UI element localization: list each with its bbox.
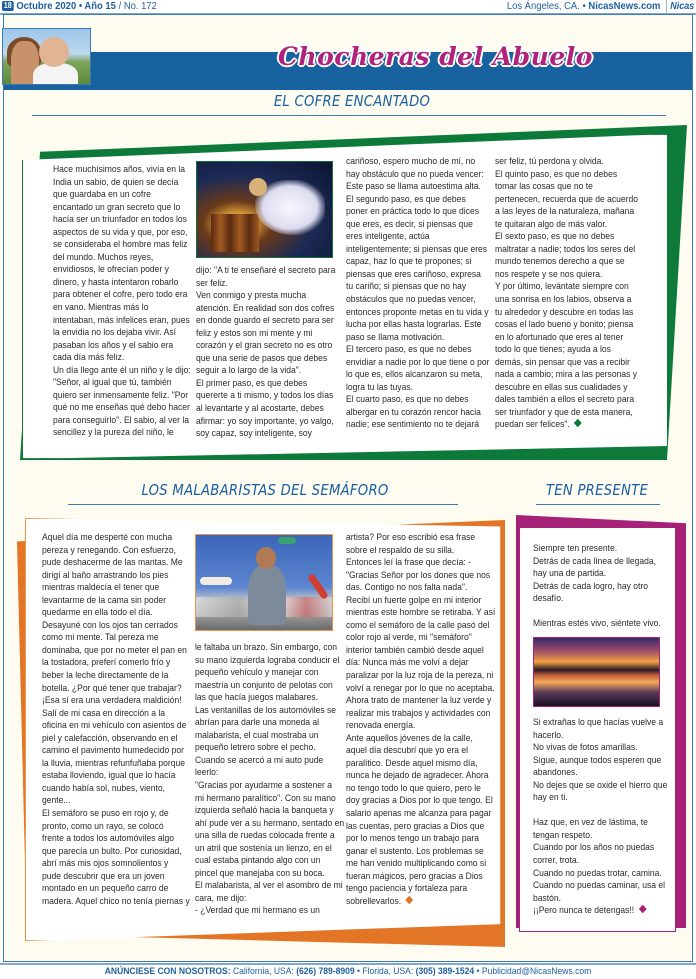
text-line: renovada energía.	[346, 720, 416, 731]
text-line: le faltaba un brazo. Sin embargo, con	[195, 642, 338, 652]
text-line: interior también cambió desde aquel	[346, 644, 484, 655]
text-line: dominaba, que por no meter el pan en	[42, 644, 187, 655]
text-line: estaba lloviendo, igual que lo hacía	[42, 770, 176, 781]
text-line: ser triunfador y que de esta manera,	[495, 406, 633, 417]
text-line: pronto, como un rayo, se colocó	[42, 820, 164, 831]
text-line: la envidia no los dejaba vivir. Así	[53, 327, 177, 338]
text-line: Recibí un fuerte golpe en mi interior	[346, 594, 482, 605]
issue-date: Octubre 2020	[16, 0, 77, 12]
florida-phone[interactable]: (305) 389-1524	[415, 966, 475, 977]
page-header	[0, 0, 696, 13]
text-line: oficina en mi vehículo con asientos de	[42, 720, 187, 731]
text-line: fueran mágicos, pero gracias a Dios	[346, 870, 483, 881]
text-line: pincel que manejaba con su boca.	[195, 867, 325, 878]
text-line: sobre el respaldo de su silla.	[346, 544, 455, 555]
text-line: correr, trota.	[533, 855, 580, 866]
issue-number: / No. 172	[118, 0, 157, 12]
text-line: nada a cambio; mira a las personas y	[495, 369, 638, 380]
text-line: El primer paso, es que debes	[196, 377, 308, 388]
text-line: que parecía un bulto. Por curiosidad,	[42, 845, 182, 856]
separator-dot: •	[357, 966, 361, 977]
text-line: envidiosos, le ofrecían poder y	[53, 264, 169, 275]
text-line: día: Nunca más me volví a dejar	[346, 657, 469, 668]
text-line: Cuando no puedas trotar, camina.	[533, 867, 662, 878]
text-line: Las ventanillas de los automóviles se	[195, 704, 337, 715]
text-line: "Señor, al igual que tú, también	[53, 377, 172, 388]
text-line: feliz y estos son mi mente y mi	[196, 327, 313, 338]
text-line: aquel día descubrí que yo era el	[346, 745, 469, 756]
text-line: desafío.	[533, 593, 564, 604]
text-line: Aquel día me desperté con mucha	[42, 532, 173, 542]
text-line: para obtener el cofre, pero todo era	[53, 289, 188, 300]
text-line: abandones.	[533, 767, 578, 778]
text-line: descubre en ellas sus cualidades y	[495, 381, 628, 392]
text-line: mientras este hombre se retiraba. Y así	[346, 607, 496, 618]
end-diamond-icon	[574, 419, 582, 427]
text-line: Cuando por los años no puedas	[533, 842, 655, 853]
text-line: paralítico. Desde aquel mismo día,	[346, 757, 478, 768]
text-line: mientras maldecía el tener que	[42, 582, 160, 593]
article-title-malabaristas: LOS MALABARISTAS DEL SEMÁFORO	[141, 481, 389, 499]
text-line: quedarme en ella todo el día.	[42, 607, 153, 618]
text-line: como el semáforo de la calle pasó del	[346, 619, 490, 630]
text-line: pequeño vehículo y manejar con	[195, 667, 319, 678]
text-line: pequeño letrero sobre el pecho.	[195, 742, 316, 753]
nicas-logo: Nicas	[665, 0, 694, 13]
issue-info	[2, 0, 157, 13]
text-line: tengan respeto.	[533, 829, 593, 840]
article1-column-1	[53, 163, 201, 439]
text-line: entonces proponte metas en tu vida y	[346, 306, 489, 317]
text-line: quererte a ti mismo, y todos los días	[196, 390, 334, 401]
text-line: ahí pude ver a su hermano, sentado en	[195, 817, 345, 828]
text-line: El quinto paso, es que no debes	[495, 168, 618, 179]
text-line: El tercero paso, es que no debes	[346, 344, 472, 355]
article1-column-2	[196, 264, 346, 440]
text-line: paso se llama motivación.	[346, 331, 445, 342]
text-line: del mundo. Muchos reyes,	[53, 251, 154, 262]
text-line: Desayuné con los ojos tan cerrados	[42, 619, 178, 630]
advertising-email[interactable]: Publicidad@NicasNews.com	[481, 966, 592, 977]
text-line: afirmar: yo soy importante, yo valgo,	[196, 415, 334, 426]
text-line: El sexto paso, es que no debes	[495, 231, 615, 242]
text-line: hay obstáculo que no pueda vencer:	[346, 168, 484, 179]
text-line: izquierda señaló hacia la banqueta y	[195, 805, 334, 816]
text-line: las que hacía juegos malabares.	[195, 692, 319, 703]
text-line: obstáculos que no puedas vencer,	[346, 294, 476, 305]
text-line: dales también a ellos el secreto para	[495, 394, 635, 405]
text-line: atención. En realidad son dos cofres	[196, 302, 335, 313]
girl-opening-chest-image	[196, 161, 333, 258]
article-title-cofre: EL COFRE ENCANTADO	[273, 92, 431, 110]
text-line: Hace muchísimos años, vivía en la	[53, 164, 186, 174]
text-line: tomar las cosas que no te	[495, 181, 593, 192]
text-line: El segundo paso, es que debes	[346, 193, 466, 204]
text-line: madera. Aquel chico no tenía piernas y	[42, 895, 190, 906]
text-line: hacerlo.	[533, 729, 564, 740]
site-link[interactable]: NicasNews.com	[588, 0, 661, 12]
sunset-image	[533, 637, 660, 707]
text-line: la lluvia, mientras refunfuñaba porque	[42, 757, 185, 768]
publisher-info	[507, 0, 694, 13]
text-line: frente a todos los automóviles algo	[42, 833, 175, 844]
text-line: El malabarista, al ver el asombro de mi	[195, 880, 343, 891]
text-line: Ahora trato de mantener la luz verde y	[346, 695, 492, 706]
text-line: en lo afortunado que eres al tener	[495, 331, 624, 342]
text-line: maltratar a nadie; todos los seres del	[495, 243, 636, 254]
text-line: mundo tenemos derecho a que se	[495, 256, 625, 267]
section-title: Chocheras del Abuelo	[278, 42, 593, 71]
title-rule	[68, 504, 458, 505]
california-label: California, USA:	[232, 966, 294, 977]
text-line: nunca he dejado de agradecer. Ahora	[346, 770, 489, 781]
article1-column-3	[346, 155, 500, 431]
separator-dot: •	[78, 0, 83, 12]
text-line: pereza y renegando. Con esfuerzo,	[42, 544, 176, 555]
text-line: como mi mente. Tal pereza me	[42, 632, 159, 643]
text-line: Cuando no puedas caminar, usa el	[533, 880, 666, 891]
text-line: hacía ser un triunfador en todos los	[53, 214, 187, 225]
text-line: dijo: "A ti te enseñaré el secreto para	[196, 265, 336, 275]
text-line: las cuentas, pero gracias a Dios que	[346, 820, 485, 831]
text-line: Ven conmigo y presta mucha	[196, 290, 307, 301]
text-line: color rojo al verde, mi "semáforo"	[346, 632, 472, 643]
text-line: sencillez y la pureza del niño, le	[53, 427, 174, 438]
text-line: pude descubrir que era un joven	[42, 870, 165, 881]
year-label: Año 15	[84, 0, 116, 12]
text-line: Detrás de cada logro, hay otro	[533, 580, 648, 591]
text-line: cariñoso, espero mucho de mí, no	[346, 156, 476, 166]
location: Los Ángeles, CA.	[506, 0, 580, 12]
text-line: Este paso se llama autoestima alta.	[346, 181, 481, 192]
text-line: lucha por ellas hasta lograrlas. Este	[346, 319, 482, 330]
article2-column-3	[346, 531, 507, 907]
text-line: su mano izquierda lograba conducir el	[195, 654, 340, 665]
text-line: que guardaba en un cofre	[53, 189, 151, 200]
article3-bottom-text	[533, 716, 678, 917]
text-line: albergar en tu corazón rencor hacia	[346, 406, 481, 417]
text-line: ¡Esa sí era una verdadera maldición!	[42, 695, 182, 706]
text-line: piel y calefacción, observando en el	[42, 732, 178, 743]
text-line: beber la leche directamente de la	[42, 670, 169, 681]
article-title-ten-presente: TEN PRESENTE	[545, 481, 649, 499]
text-line: abrían para darle una moneda al	[195, 717, 319, 728]
text-line: El cuarto paso, es que no debes	[346, 394, 469, 405]
text-line: paralizar por la luz roja de la pereza, ni	[346, 670, 494, 681]
text-line: salario apenas me alcanza para pagar	[346, 808, 492, 819]
text-line: una silla de ruedas colocada frente a	[195, 830, 335, 841]
text-line: demás, sin pensar que vas a recibir	[495, 356, 630, 367]
text-line: ganar el sustento. Los problemas se	[346, 845, 484, 856]
text-line: El semáforo se puso en rojo y, de	[42, 808, 169, 819]
text-line: Y por último, levántate siempre con	[495, 281, 629, 292]
text-line: todo lo que tienes; ayuda a los	[495, 344, 611, 355]
text-line: Haz que, en vez de lástima, te	[533, 817, 648, 828]
text-line: poner en práctica todo lo que dices	[346, 206, 480, 217]
text-line: Detrás de cada línea de llegada,	[533, 555, 657, 566]
text-line: no tengo todo lo que quiero, pero le	[346, 782, 481, 793]
text-line: una sonrisa en los labios, observa a	[495, 294, 632, 305]
text-line: pude deshacerme de las mantas. Me	[42, 557, 183, 568]
text-line: gente...	[42, 795, 71, 806]
text-line: me han venido multiplicando como si	[346, 858, 487, 869]
text-line: botella. ¿Por qué tener que trabajar?	[42, 682, 182, 693]
text-line: Si extrañas lo que hacías vuelve a	[533, 717, 664, 727]
text-line: pasaban los años y el sabio era	[53, 339, 174, 350]
text-line: para conseguirlo". El sabio, al ver la	[53, 414, 190, 425]
text-line: en donde guardo el secreto para ser	[196, 315, 334, 326]
text-line: cual estaba pintando algo con un	[195, 855, 321, 866]
text-line: levantarme de la cama sin poder	[42, 594, 166, 605]
text-line: tengo paciencia y fortaleza para	[346, 883, 468, 894]
text-line: doy gracias a Dios por lo que tengo. El	[346, 795, 493, 806]
text-line: piensas que eres cariñoso, expresa	[346, 268, 481, 279]
text-line: nos respete y se nos quiera.	[495, 268, 603, 279]
text-line: das. Contigo no nos falta nada".	[346, 582, 468, 593]
text-line: "Gracias por ayudarme a sostener a	[195, 780, 332, 791]
text-line: dinero, y hasta intentaron robarlo	[53, 276, 179, 287]
text-line: cuando había sol, nubes, viento,	[42, 782, 166, 793]
text-line: hay una de partida.	[533, 568, 607, 579]
text-line: Ante aquellos jóvenes de la calle,	[346, 732, 473, 743]
text-line: tu alrededor y descubre en todas las	[495, 306, 634, 317]
text-line: en vano. Mientras más lo	[53, 302, 149, 313]
text-line: dirigí al baño arrastrando los pies	[42, 569, 169, 580]
article3-top-text	[533, 542, 670, 630]
text-line: leerlo:	[195, 767, 219, 778]
text-line: India un sabio, de quien se decía	[53, 176, 179, 187]
text-line: mi hermano paralítico". Con su mano	[195, 792, 336, 803]
text-line: ser feliz.	[196, 277, 228, 288]
text-line: Entonces leí la frase que decía: -	[346, 557, 471, 568]
article2-column-2	[195, 641, 355, 917]
text-line: - ¿Verdad que mi hermano es un	[195, 905, 320, 916]
text-line: Salí de mi casa en dirección a la	[42, 707, 166, 718]
text-line: volví a renegar por lo que no aceptaba.	[346, 682, 495, 693]
text-line: a las leyes de la naturaleza, mañana	[495, 206, 635, 217]
text-line: "Gracias Señor por los dones que nos	[346, 569, 491, 580]
text-line: artista? Por eso escribió esa frase	[346, 532, 476, 542]
text-line: maestría un conjunto de pelotas con	[195, 679, 333, 690]
text-line: sobrellevarlos.	[346, 895, 402, 906]
text-line: Un día llego ante él un niño y le dijo:	[53, 364, 191, 375]
text-line: por lo menos tengo un trabajo para	[346, 833, 480, 844]
text-line: pertenecen, recuerda que de acuerdo	[495, 193, 638, 204]
text-line: intentaban, más infelices eran, pues	[53, 314, 190, 325]
text-line: Sigue, aunque todos esperen que	[533, 754, 662, 765]
text-line: ser feliz, tú perdona y olvida.	[495, 156, 604, 166]
text-line: envidiar a nadie por lo que tiene o por	[346, 356, 490, 367]
text-line: te quitaran algo de más valor.	[495, 218, 608, 229]
title-rule	[536, 504, 660, 505]
text-line: malabarista, el cual mostraba un	[195, 729, 319, 740]
end-diamond-icon	[406, 896, 414, 904]
text-line: Mientras estés vivo, siéntete vivo.	[533, 618, 661, 629]
separator-dot: •	[476, 966, 480, 977]
footer-label: ANÚNCIESE CON NOSOTROS:	[104, 966, 231, 977]
text-line: nadie; ese sentimiento no te dejará	[346, 419, 480, 430]
text-line: montado en un pequeño carro de	[42, 883, 169, 894]
text-line: logra tu las tuyas.	[346, 381, 413, 392]
text-line: hay en ti.	[533, 792, 568, 803]
text-line: corazón y el gran secreto no es otro	[196, 340, 333, 351]
text-line: un atril que sostenía un lienzo, en el	[195, 842, 332, 853]
text-line: lo que es, ellos alcanzaron su meta,	[346, 369, 483, 380]
text-line: cada día más feliz.	[53, 352, 125, 363]
page-number: 18	[3, 1, 12, 10]
footer-divider	[0, 963, 696, 965]
text-line: cosas el lado bueno y bonito; piensa	[495, 319, 634, 330]
text-line: No dejes que se oxide el hierro que	[533, 779, 668, 790]
florida-label: Florida, USA:	[362, 966, 414, 977]
text-line: Cuando se acercó a mi auto pude	[195, 754, 324, 765]
text-line: No vivas de fotos amarillas.	[533, 742, 638, 753]
text-line: soy capaz, soy inteligente, soy	[196, 428, 312, 439]
text-line: quiero ser inmensamente feliz. "Por	[53, 389, 189, 400]
advertising-footer	[35, 966, 661, 977]
separator-dot: •	[582, 0, 586, 12]
text-line: que eres, es decir, si piensas que	[346, 218, 473, 229]
text-line: Siempre ten presente.	[533, 543, 618, 553]
text-line: tu cariño; si piensas que no hay	[346, 281, 467, 292]
text-line: se consideraba el hombre mas feliz	[53, 239, 188, 250]
text-line: al levantarte y al acostarte, debes	[196, 403, 324, 414]
text-line: bastón.	[533, 892, 562, 903]
text-line: que una serie de pasos que debes	[196, 352, 328, 363]
text-line: qué no me enseñas qué debo hacer	[53, 402, 190, 413]
text-line: la tostadora, preferí comerlo frío y	[42, 657, 171, 668]
text-line: eres inteligente, actúa	[346, 231, 430, 242]
text-line: realizar mis trabajos y actividades con	[346, 707, 491, 718]
street-juggler-image	[195, 534, 333, 631]
text-line: camino el pavimento humedecido por	[42, 745, 185, 756]
text-line: inteligentemente; si piensas que eres	[346, 243, 488, 254]
text-line: abrí más mis ojos somnolientos y	[42, 858, 169, 869]
text-line: aspectos de su vida y que, por eso,	[53, 226, 188, 237]
text-line: encantado un gran secreto que lo	[53, 201, 181, 212]
grandfather-granddaughter-photo	[2, 28, 91, 85]
text-line: ¡¡Pero nunca te detengas!!	[533, 905, 635, 916]
article2-column-1	[42, 531, 201, 907]
text-line: seguir a lo largo de la vida".	[196, 365, 302, 376]
end-diamond-icon	[639, 905, 647, 913]
article1-column-4	[495, 155, 649, 431]
california-phone[interactable]: (626) 789-8909	[296, 966, 355, 977]
title-rule	[32, 115, 666, 116]
text-line: cara, me dijo:	[195, 892, 247, 903]
text-line: capaz, haz lo que te propones; si	[346, 256, 472, 267]
text-line: puedan ser felices".	[495, 419, 570, 430]
